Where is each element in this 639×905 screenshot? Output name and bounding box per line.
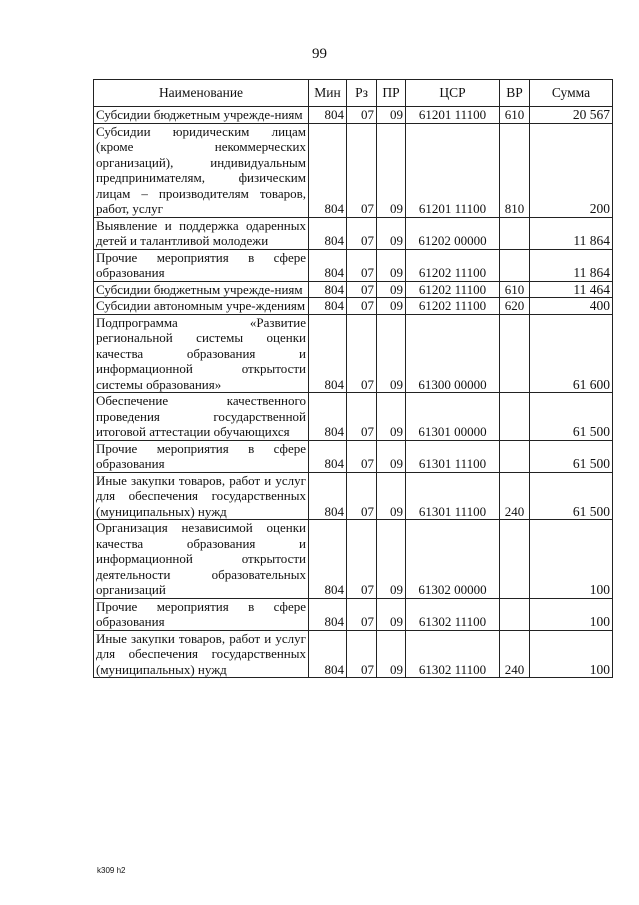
- row-sum: 100: [530, 630, 613, 678]
- row-pr: 09: [377, 314, 406, 393]
- row-name: Прочие мероприятия в сфере образования: [94, 440, 309, 472]
- row-min: 804: [309, 249, 347, 281]
- row-name: Прочие мероприятия в сфере образования: [94, 598, 309, 630]
- row-pr: 09: [377, 598, 406, 630]
- row-min: 804: [309, 107, 347, 124]
- row-csr: 61202 11100: [406, 281, 500, 298]
- table-row: [94, 630, 613, 678]
- row-sum: 61 500: [530, 440, 613, 472]
- row-rz: 07: [347, 393, 377, 441]
- row-name: Прочие мероприятия в сфере образования: [94, 249, 309, 281]
- row-min: 804: [309, 630, 347, 678]
- row-csr: 61202 11100: [406, 249, 500, 281]
- row-sum: 61 500: [530, 393, 613, 441]
- row-name: Иные закупки товаров, работ и услуг для обеспечения государственных (муниципальных) нужд: [94, 472, 309, 520]
- row-sum: 61 600: [530, 314, 613, 393]
- header-pr: ПР: [377, 80, 406, 107]
- row-pr: 09: [377, 107, 406, 124]
- row-csr: 61201 11100: [406, 123, 500, 217]
- table-row: [94, 314, 613, 393]
- table-row: [94, 472, 613, 520]
- row-pr: 09: [377, 249, 406, 281]
- row-min: 804: [309, 217, 347, 249]
- table-row: [94, 598, 613, 630]
- row-pr: 09: [377, 472, 406, 520]
- row-rz: 07: [347, 217, 377, 249]
- row-name: Организация независимой оценки качества образования и информационной открытости деятельности образовательных организаций: [94, 520, 309, 599]
- header-sum: Сумма: [530, 80, 613, 107]
- row-rz: 07: [347, 472, 377, 520]
- row-pr: 09: [377, 217, 406, 249]
- row-vr: 810: [500, 123, 530, 217]
- row-name: Субсидии бюджетным учрежде-ниям: [94, 107, 309, 124]
- table-row: [94, 107, 613, 124]
- row-pr: 09: [377, 440, 406, 472]
- row-name: Обеспечение качественного проведения государственной итоговой аттестации обучающихся: [94, 393, 309, 441]
- row-min: 804: [309, 520, 347, 599]
- row-rz: 07: [347, 107, 377, 124]
- row-min: 804: [309, 472, 347, 520]
- row-rz: 07: [347, 123, 377, 217]
- row-rz: 07: [347, 298, 377, 315]
- row-vr: 610: [500, 281, 530, 298]
- row-min: 804: [309, 440, 347, 472]
- row-csr: 61201 11100: [406, 107, 500, 124]
- row-pr: 09: [377, 393, 406, 441]
- row-vr: [500, 520, 530, 599]
- row-pr: 09: [377, 630, 406, 678]
- row-vr: 620: [500, 298, 530, 315]
- row-vr: [500, 217, 530, 249]
- table-row: [94, 249, 613, 281]
- row-name: Субсидии автономным учре-ждениям: [94, 298, 309, 315]
- row-vr: [500, 249, 530, 281]
- row-csr: 61302 11100: [406, 630, 500, 678]
- row-pr: 09: [377, 298, 406, 315]
- table-row: [94, 393, 613, 441]
- row-sum: 20 567: [530, 107, 613, 124]
- row-min: 804: [309, 393, 347, 441]
- row-csr: 61202 00000: [406, 217, 500, 249]
- row-min: 804: [309, 281, 347, 298]
- row-csr: 61302 00000: [406, 520, 500, 599]
- row-rz: 07: [347, 520, 377, 599]
- row-vr: 240: [500, 630, 530, 678]
- row-pr: 09: [377, 281, 406, 298]
- row-rz: 07: [347, 314, 377, 393]
- row-vr: 610: [500, 107, 530, 124]
- row-sum: 61 500: [530, 472, 613, 520]
- table-row: [94, 520, 613, 599]
- row-csr: 61301 00000: [406, 393, 500, 441]
- table-row: [94, 440, 613, 472]
- row-name: Иные закупки товаров, работ и услуг для обеспечения государственных (муниципальных) нужд: [94, 630, 309, 678]
- row-min: 804: [309, 314, 347, 393]
- header-min: Мин: [309, 80, 347, 107]
- page-number: 99: [312, 46, 327, 62]
- row-csr: 61301 11100: [406, 472, 500, 520]
- row-name: Субсидии юридическим лицам (кроме некоммерческих организаций), индивидуальным предпринимателям, физическим лицам – производителям товаров, работ, услуг: [94, 123, 309, 217]
- row-csr: 61302 11100: [406, 598, 500, 630]
- row-min: 804: [309, 123, 347, 217]
- row-min: 804: [309, 298, 347, 315]
- row-sum: 200: [530, 123, 613, 217]
- row-rz: 07: [347, 249, 377, 281]
- header-vr: ВР: [500, 80, 530, 107]
- row-rz: 07: [347, 440, 377, 472]
- row-name: Подпрограмма «Развитие региональной системы оценки качества образования и информационной открытости системы образования»: [94, 314, 309, 393]
- row-min: 804: [309, 598, 347, 630]
- row-vr: [500, 440, 530, 472]
- row-rz: 07: [347, 598, 377, 630]
- footer-code: k309 h2: [97, 866, 126, 875]
- row-sum: 11 864: [530, 249, 613, 281]
- row-vr: [500, 314, 530, 393]
- table-row: [94, 217, 613, 249]
- row-vr: [500, 393, 530, 441]
- table-row: [94, 281, 613, 298]
- header-csr: ЦСР: [406, 80, 500, 107]
- row-sum: 11 464: [530, 281, 613, 298]
- row-name: Субсидии бюджетным учрежде-ниям: [94, 281, 309, 298]
- row-pr: 09: [377, 123, 406, 217]
- row-vr: 240: [500, 472, 530, 520]
- header-name: Наименование: [94, 80, 309, 107]
- row-sum: 400: [530, 298, 613, 315]
- budget-table: [93, 79, 613, 678]
- row-vr: [500, 598, 530, 630]
- row-csr: 61300 00000: [406, 314, 500, 393]
- row-sum: 100: [530, 598, 613, 630]
- row-rz: 07: [347, 281, 377, 298]
- table-row: [94, 123, 613, 217]
- table-header-row: [94, 80, 613, 107]
- header-rz: Рз: [347, 80, 377, 107]
- table-row: [94, 298, 613, 315]
- row-rz: 07: [347, 630, 377, 678]
- row-sum: 100: [530, 520, 613, 599]
- row-name: Выявление и поддержка одаренных детей и талантливой молодежи: [94, 217, 309, 249]
- row-pr: 09: [377, 520, 406, 599]
- row-csr: 61301 11100: [406, 440, 500, 472]
- row-csr: 61202 11100: [406, 298, 500, 315]
- row-sum: 11 864: [530, 217, 613, 249]
